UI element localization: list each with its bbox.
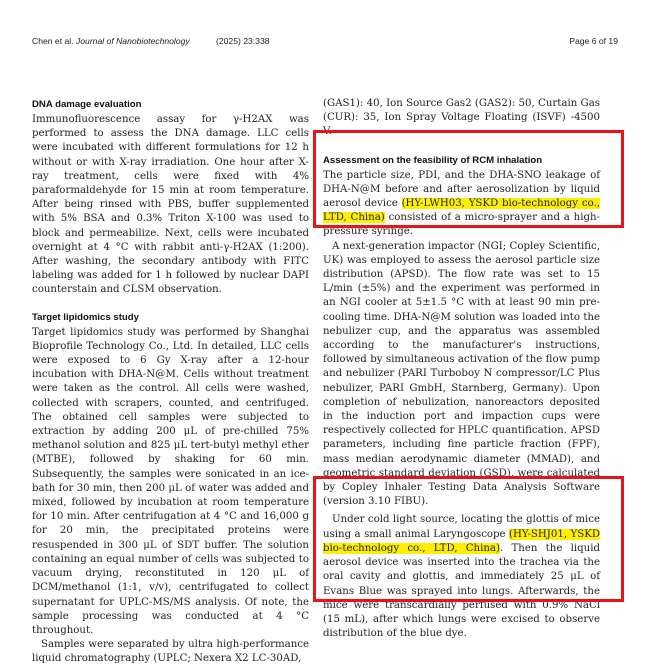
laryngoscope-highlight: (HY-SHJ01, YSKD bio-technology co., LTD, China) [323, 528, 600, 554]
samples-paragraph: Samples were separated by ultra high-performance liquid chromatography (UPLC; Nexera X2 LC-30AD, [32, 639, 309, 665]
device-highlight: (HY-LWH03, YSKD bio-technology co., LTD, China) [323, 198, 600, 224]
right-column [323, 97, 600, 641]
mice-paragraph: Under cold light source, locating the glottis of mice using a small animal Laryngoscope (HY-SHJ01, YSKD bio-technology co., LTD, China). Then the liquid aerosol device was inserted into the trachea via the oral cavity and glottis, and immediately 25 μL of Evans Blue was sprayed into lungs. Afterwards, the mice were transcardially perfused with 0.9% NaCl (15 mL), after which lungs were excised to observe distribution of the blue dye. [323, 514, 600, 640]
section-title-rcm-inhalation: Assessment on the feasibility of RCM inhalation [323, 154, 543, 166]
section-title-lipidomics: Target lipidomics study [32, 311, 139, 323]
running-header [32, 36, 618, 46]
header-year-volume: (2025) 23:338 [216, 36, 270, 46]
header-page-number: Page 6 of 19 [569, 36, 618, 46]
dna-damage-paragraph: Immunofluorescence assay for γ-H2AX was performed to assess the DNA damage. LLC cells were incubated with different formulations for 12 h without or with X-ray irradiation. One hour after X-ray treatment, cells were fixed with 4% paraformaldehyde for 15 min at room temperature. After being rinsed with PBS, buffer supplemented with 5% BSA and 0.3% Triton X-100 was used to block and permeabilize. Next, cells were incubated overnight at 4 °C with rabbit anti-γ-H2AX (1:200). After washing, the secondary antibody with FITC labeling was added for 1 h followed by nuclear DAPI counterstain and CLSM observation. [32, 114, 309, 296]
header-authors: Chen et al. [32, 36, 74, 46]
lipidomics-paragraph: Target lipidomics study was performed by Shanghai Bioprofile Technology Co., Ltd. In detailed, LLC cells were exposed to 6 Gy X-ray after a 12-hour incubation with DHA-N@M. Cells without treatment were taken as the control. All cells were washed, collected with scrapers, counted, and centrifuged. The obtained cell samples were subjected to extraction by adding 200 μL of pre-chilled 75% methanol solution and 825 μL tert-butyl methyl ether (MTBE), followed by shaking for 60 min. Subsequently, the samples were sonicated in an ice-bath for 30 min, then 200 μL of water was added and mixed, followed by incubation at room temperature for 10 min. After centrifugation at 4 °C and 16,000 g for 20 min, the precipitated proteins were resuspended in 300 μL of SDT buffer. The solution containing an equal number of cells was subjected to vacuum drying, reconstituted in 120 μL of DCM/methanol (1:1, v/v), centrifugated to collect supernatant for UPLC-MS/MS analysis. Of note, the sample processing was conducted at 4 °C throughout. [32, 326, 309, 636]
section-title-dna-damage: DNA damage evaluation [32, 99, 142, 110]
ion-source-paragraph: (GAS1): 40, Ion Source Gas2 (GAS2): 50, Curtain Gas (CUR): 35, Ion Spray Voltage Floating (ISVF) -4500 V. [323, 98, 600, 138]
header-journal: Journal of Nanobiotechnology [75, 36, 190, 46]
rcm-paragraph: The particle size, PDI, and the DHA-SNO leakage of DHA-N@M before and after aerosolization by liquid aerosol device (HY-LWH03, YSKD bio-technology co., LTD, China) consisted of a micro-sprayer and a high-pressure syringe. [323, 169, 600, 238]
left-column [32, 98, 309, 667]
ngi-paragraph: A next-generation impactor (NGI; Copley Scientific, UK) was employed to assess the aerosol particle size distribution (APSD). The flow rate was set to 15 L/min (±5%) and the experiment was performed in an NGI cooler at 5±1.5 °C with at least 90 min pre-cooling time. DHA-N@M solution was loaded into the nebulizer cup, and the apparatus was assembled according to the manufacturer's instructions, followed by simultaneous activation of the flow pump and nebulizer (PARI Turboboy N compressor/LC Plus nebulizer, PARI GmbH, Starnberg, Germany). Upon completion of nebulization, nanoreactors deposited in the induction port and impaction cups were respectively collected for HPLC quantification. APSD parameters, including fine particle fraction (FPF), mass median aerodynamic diameter (MMAD), and geometric standard deviation (GSD), were calculated by Copley Inhaler Testing Data Analysis Software (version 3.10 FIBU). [323, 240, 600, 508]
